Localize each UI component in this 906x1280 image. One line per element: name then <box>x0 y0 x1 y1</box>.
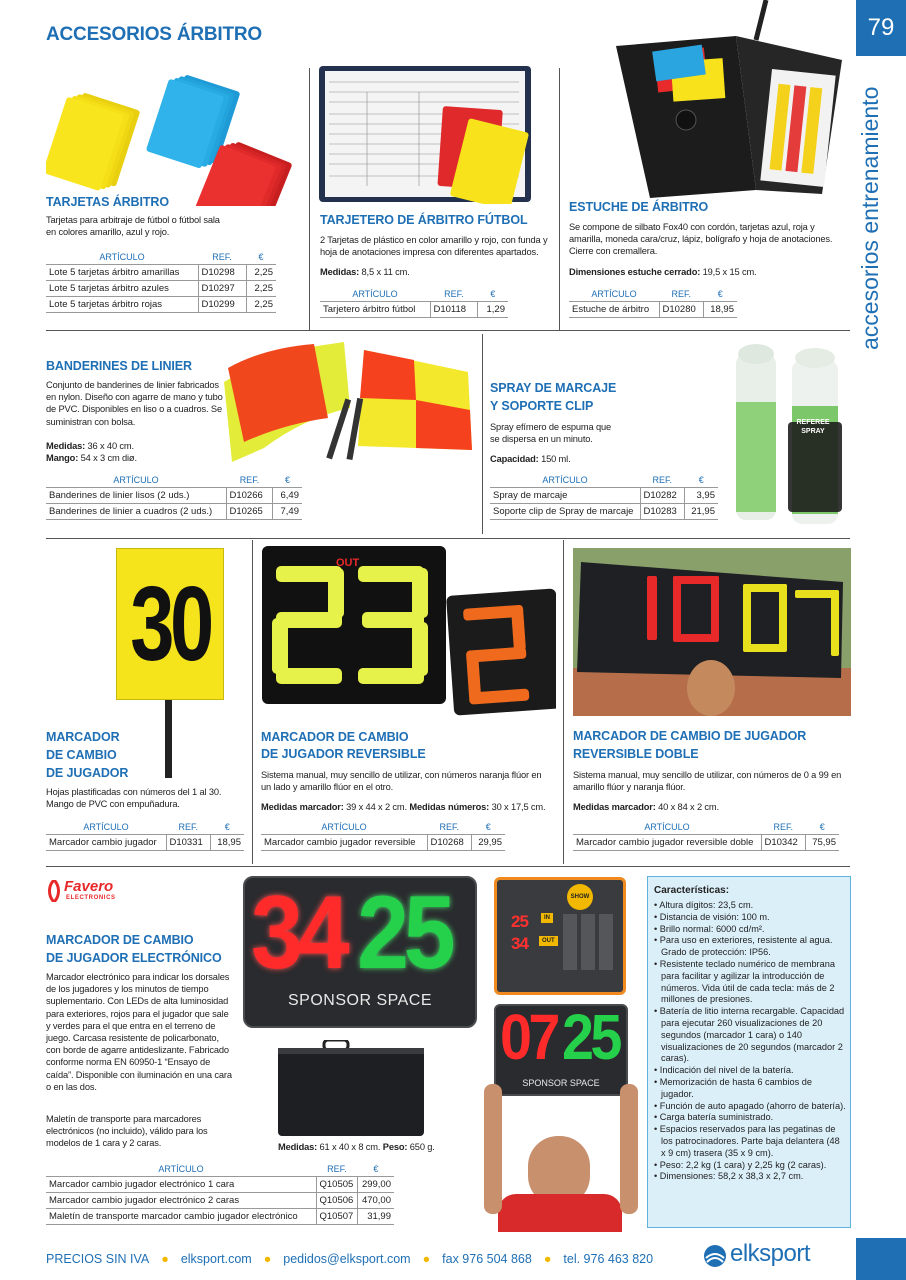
banderines-title: BANDERINES DE LINIER <box>46 359 192 373</box>
bullet-icon: ● <box>263 1252 272 1266</box>
linesman-flags-image <box>224 338 474 470</box>
list-item: • Peso: 2,2 kg (1 cara) y 2,25 kg (2 caras). <box>654 1160 846 1172</box>
electronic-board-red-digits: 34 <box>251 875 345 991</box>
divider <box>559 68 560 330</box>
spray-title-1: SPRAY DE MARCAJE <box>490 381 617 395</box>
list-item: • Espacios reservados para las pegatinas de los patrocinadores. Parte baja delantera (48 x 9 cm) trasera (35 x 9 cm). <box>654 1124 846 1159</box>
keypad-display-1: 25 <box>511 912 528 931</box>
held-board-image <box>484 1001 638 1232</box>
list-item: • Para uso en exteriores, resistente al agua. Grado de protección: IP56. <box>654 935 846 959</box>
electronic-board-green-digits: 25 <box>357 875 451 991</box>
footer-email[interactable]: pedidos@elksport.com <box>283 1252 411 1266</box>
table-row: Maletín de transporte marcador cambio jugador electrónico Q10507 31,99 <box>46 1209 394 1225</box>
page-number: 79 <box>867 14 895 41</box>
table-row: Marcador cambio jugador D10331 18,95 <box>46 835 244 851</box>
divider <box>309 68 310 330</box>
footer-tab <box>856 1238 906 1280</box>
list-item: • Función de auto apagado (ahorro de batería). <box>654 1101 846 1113</box>
divider <box>252 540 253 864</box>
footer <box>46 1252 653 1266</box>
marcador3-measures: Medidas marcador: 40 x 84 x 2 cm. <box>573 802 719 812</box>
marcador1-title-1: MARCADOR <box>46 730 120 744</box>
person-arm-left <box>484 1084 502 1214</box>
divider <box>482 334 483 534</box>
keypad-display-2: 34 <box>511 934 528 953</box>
list-item: • Altura dígitos: 23,5 cm. <box>654 900 846 912</box>
divider <box>46 538 850 539</box>
bullet-icon: ● <box>161 1252 169 1266</box>
table-row: Lote 5 tarjetas árbitro rojas D10299 2,25 <box>46 297 276 313</box>
tarjetas-desc: Tarjetas para arbitraje de fútbol o fútbol sala en colores amarillo, azul y rojo. <box>46 215 220 238</box>
spray-desc: Spray efímero de espuma que se dispersa en un minuto. <box>490 422 612 445</box>
favero-brand-sub: ELECTRONICS <box>66 895 116 901</box>
page-number-tab <box>856 0 906 56</box>
spray-can-brand: REFEREE SPRAY <box>796 419 830 435</box>
bullet-icon: ● <box>543 1252 552 1266</box>
divider <box>46 330 850 331</box>
col-ref: REF. <box>198 250 246 265</box>
referee-cards-image <box>46 66 304 206</box>
table-row: Marcador cambio jugador electrónico 1 cara Q10505 299,00 <box>46 1177 394 1193</box>
marcador1-title-3: DE JUGADOR <box>46 766 129 780</box>
table-row: Marcador cambio jugador reversible doble D10342 75,95 <box>573 835 839 851</box>
specs-box <box>647 876 851 1228</box>
electronico-table: ARTÍCULO REF. € Marcador cambio jugador electrónico 1 cara Q10505 299,00 Marcador cambio jugador electrónico 2 caras Q10506 470,00 Maletín de transporte marcador cambio jugador electrónico Q10507 31,99 <box>46 1162 394 1225</box>
marcador3-title-1: MARCADOR DE CAMBIO DE JUGADOR <box>573 729 807 743</box>
keypad-grid <box>563 914 617 970</box>
keypad-in-label: IN <box>541 913 553 923</box>
table-row: Marcador cambio jugador reversible D10268 29,95 <box>261 835 505 851</box>
electronic-board-image <box>243 876 477 1028</box>
list-item: • Resistente teclado numérico de membrana para facilitar y agilizar la introducción de números. Vida útil de cada tecla: más de 2 millones de presiones. <box>654 959 846 1006</box>
table-row: Estuche de árbitro D10280 18,95 <box>569 302 737 318</box>
carry-case-image <box>278 1040 424 1138</box>
tarjetas-title: TARJETAS ÁRBITRO <box>46 195 169 209</box>
favero-logo-icon <box>46 880 62 902</box>
banderines-measures: Medidas: 36 x 40 cm. <box>46 441 134 451</box>
table-row: Spray de marcaje D10282 3,95 <box>490 488 718 504</box>
divider <box>46 866 850 867</box>
marcador3-table: ARTÍCULO REF. € Marcador cambio jugador reversible doble D10342 75,95 <box>573 820 839 851</box>
paddle-board-number: 30 <box>130 565 210 683</box>
case-measures: Medidas: 61 x 40 x 8 cm. Peso: 650 g. <box>278 1142 435 1152</box>
list-item: • Brillo normal: 6000 cd/m². <box>654 924 846 936</box>
held-board-sponsor: SPONSOR SPACE <box>522 1078 600 1088</box>
marcador1-desc: Hojas plastificadas con números del 1 al 30. Mango de PVC con empuñadura. <box>46 787 222 810</box>
card-holder-image <box>319 66 557 204</box>
list-item: • Carga batería suministrado. <box>654 1112 846 1124</box>
col-articulo: ARTÍCULO <box>46 250 198 265</box>
favero-logo <box>46 878 136 906</box>
marcador2-measures: Medidas marcador: 39 x 44 x 2 cm. Medidas números: 30 x 17,5 cm. <box>261 802 546 812</box>
bullet-icon: ● <box>422 1252 431 1266</box>
marcador3-title-2: REVERSIBLE DOBLE <box>573 747 699 761</box>
held-board-frame <box>494 1001 628 1096</box>
tarjetero-desc: 2 Tarjetas de plástico en color amarillo y rojo, con funda y hoja de anotaciones impresa con diferentes apartados. <box>320 235 548 258</box>
section-vertical <box>857 80 885 350</box>
tarjetero-table: ARTÍCULO REF. € Tarjetero árbitro fútbol D10118 1,29 <box>320 287 508 318</box>
tarjetero-measures: Medidas: 8,5 x 11 cm. <box>320 267 410 277</box>
tarjetas-table <box>46 250 276 313</box>
list-item: • Memorización de hasta 6 cambios de jugador. <box>654 1077 846 1101</box>
table-row: Soporte clip de Spray de marcaje D10283 21,95 <box>490 504 718 520</box>
reversible-board-image <box>262 546 556 724</box>
list-item: • Batería de litio interna recargable. Capacidad para ejecutar 260 visualizaciones de 20 segundos (marcador 1 cara) o 140 visualizaciones de 20 segundos (marcador 2 caras). <box>654 1006 846 1065</box>
specs-list <box>648 900 850 1183</box>
held-board-red-digits: 07 <box>500 1001 557 1073</box>
list-item: • Distancia de visión: 100 m. <box>654 912 846 924</box>
held-board-green-digits: 25 <box>562 1001 619 1073</box>
favero-brand: Favero <box>64 878 114 895</box>
referee-case-image <box>616 0 848 200</box>
table-row: Banderines de linier lisos (2 uds.) D10266 6,49 <box>46 488 302 504</box>
footer-web[interactable]: elksport.com <box>180 1252 252 1266</box>
divider <box>563 540 564 864</box>
table-row: Lote 5 tarjetas árbitro azules D10297 2,25 <box>46 281 276 297</box>
list-item: • Indicación del nivel de la batería. <box>654 1065 846 1077</box>
marcador2-title-1: MARCADOR DE CAMBIO <box>261 730 409 744</box>
paddle-board-image <box>116 548 224 700</box>
banderines-desc: Conjunto de banderines de linier fabricados en nylon. Diseño con agarre de mano y tubo de PVC. Disponibles en liso o a cuadros. Se suministran con bolsa. <box>46 380 223 427</box>
spray-table: ARTÍCULO REF. € Spray de marcaje D10282 3,95 Soporte clip de Spray de marcaje D10283 21,95 <box>490 473 718 520</box>
electronico-desc: Marcador electrónico para indicar los dorsales de los jugadores y los minutos de tiempo suplementario. Con LEDs de alta luminosidad para exteriores, rojos para el jugador que sale y verdes para el que entra en el terreno de juego. Carcasa resistente de policarbonato, con borde de agarre antideslizante. Fabricado conforme norma EN 60950-1 “Ensayo de caída”. Disponible con iluminación en una cara o en las dos. <box>46 972 232 1092</box>
elksport-logo-icon <box>703 1244 727 1268</box>
spray-title-2: Y SOPORTE CLIP <box>490 399 594 413</box>
col-eur: € <box>246 250 276 265</box>
banderines-grip: Mango: 54 x 3 cm diø. <box>46 453 137 463</box>
page-heading: ACCESORIOS ÁRBITRO <box>46 24 262 45</box>
electronico-desc2: Maletín de transporte para marcadores electrónicos (no incluido), válido para los modelos de 1 cara y 2 caras. <box>46 1114 208 1149</box>
estuche-measures: Dimensiones estuche cerrado: 19,5 x 15 cm. <box>569 267 757 277</box>
footer-prices: PRECIOS SIN IVA <box>46 1252 150 1266</box>
tarjetero-title: TARJETERO DE ÁRBITRO FÚTBOL <box>320 213 528 227</box>
marcador1-title-2: DE CAMBIO <box>46 748 117 762</box>
footer-fax: fax 976 504 868 <box>442 1252 532 1266</box>
estuche-table: ARTÍCULO REF. € Estuche de árbitro D10280 18,95 <box>569 287 737 318</box>
marcador1-table: ARTÍCULO REF. € Marcador cambio jugador D10331 18,95 <box>46 820 244 851</box>
double-board-image <box>573 548 851 716</box>
table-row: Tarjetero árbitro fútbol D10118 1,29 <box>320 302 508 318</box>
table-row: Lote 5 tarjetas árbitro amarillas D10298 2,25 <box>46 265 276 281</box>
estuche-desc: Se compone de silbato Fox40 con cordón, tarjetas azul, roja y amarilla, moneda cara/cruz, lápiz, bolígrafo y hoja de anotaciones. Cierre con cremallera. <box>569 222 833 257</box>
section-vertical-text: accesorios entrenamiento <box>857 86 883 350</box>
spray-capacity: Capacidad: 150 ml. <box>490 454 571 464</box>
reversible-board-label: OUT <box>336 557 360 569</box>
electronic-board-sponsor: SPONSOR SPACE <box>287 992 432 1009</box>
elksport-logo-text: elksport <box>730 1240 811 1267</box>
marcador2-title-2: DE JUGADOR REVERSIBLE <box>261 747 426 761</box>
marcador3-desc: Sistema manual, muy sencillo de utilizar, con números de 0 a 99 en amarillo flúor y naranja flúor. <box>573 770 842 793</box>
keypad-image <box>494 877 626 995</box>
keypad-show-button: SHOW <box>567 884 593 910</box>
person-arm-right <box>620 1084 638 1214</box>
marcador2-table: ARTÍCULO REF. € Marcador cambio jugador reversible D10268 29,95 <box>261 820 505 851</box>
electronico-title-2: DE JUGADOR ELECTRÓNICO <box>46 951 222 965</box>
marcador2-desc: Sistema manual, muy sencillo de utilizar, con números naranja flúor en un lado y amarillo flúor en el otro. <box>261 770 542 793</box>
paddle-handle <box>165 700 172 778</box>
list-item: • Dimensiones: 58,2 x 38,3 x 2,7 cm. <box>654 1171 846 1183</box>
estuche-title: ESTUCHE DE ÁRBITRO <box>569 200 709 214</box>
table-row: Marcador cambio jugador electrónico 2 caras Q10506 470,00 <box>46 1193 394 1209</box>
footer-tel: tel. 976 463 820 <box>563 1252 654 1266</box>
banderines-table: ARTÍCULO REF. € Banderines de linier lisos (2 uds.) D10266 6,49 Banderines de linier a cuadros (2 uds.) D10265 7,49 <box>46 473 302 520</box>
keypad-out-label: OUT <box>539 936 558 946</box>
person-shirt <box>498 1194 622 1232</box>
specs-title: Características: <box>654 885 730 896</box>
table-row: Banderines de linier a cuadros (2 uds.) D10265 7,49 <box>46 504 302 520</box>
electronico-title-1: MARCADOR DE CAMBIO <box>46 933 194 947</box>
